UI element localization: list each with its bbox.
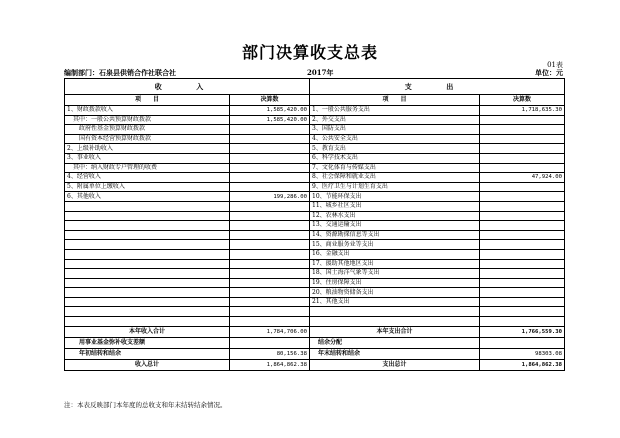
income-amount-cell: [230, 163, 310, 173]
income-amount-cell: [230, 249, 310, 259]
end-balance-value: 98303.08: [480, 348, 565, 359]
table-row: [65, 269, 565, 279]
currency-unit: 单位：元: [535, 68, 563, 77]
income-amount-cell: [230, 173, 310, 183]
expense-total-label: 本年支出合计: [310, 326, 480, 337]
table-row: [65, 134, 565, 144]
income-amount-cell: [230, 317, 310, 327]
table-row: [65, 297, 565, 307]
income-amount-cell: [230, 125, 310, 135]
fund-row: [65, 337, 565, 348]
income-item-cell: 其中：一般公共预算财政拨款: [65, 115, 230, 125]
expense-item-cell: 9、医疗卫生与计划生育支出: [310, 182, 480, 192]
expense-amount-cell: [480, 192, 565, 202]
expense-amount-cell: [480, 144, 565, 154]
table-row: [65, 106, 565, 116]
income-amount-cell: [230, 240, 310, 250]
expense-item-cell: 21、其他支出: [310, 297, 480, 307]
income-amount-cell: [230, 221, 310, 231]
table-row: [65, 144, 565, 154]
table-row: [65, 153, 565, 163]
expense-item-cell: 20、粮油物资储备支出: [310, 288, 480, 298]
income-amount-cell: [230, 153, 310, 163]
income-item-cell: 2、上级补助收入: [65, 144, 230, 154]
grand-income-label: 收入总计: [65, 359, 230, 370]
table-code: 01表: [547, 61, 563, 69]
expense-amount-cell: 1,718,635.30: [480, 106, 565, 116]
income-section-label: 收 入: [65, 79, 310, 95]
expense-item-cell: 13、交通运输支出: [310, 221, 480, 231]
expense-amount-cell: [480, 288, 565, 298]
income-item-cell: 其中：纳入财政专户管理的收费: [65, 163, 230, 173]
expense-amount-cell: [480, 153, 565, 163]
expense-item-cell: 16、金融支出: [310, 249, 480, 259]
expense-amount-cell: [480, 240, 565, 250]
expense-amount-cell: [480, 317, 565, 327]
expense-amount-cell: [480, 278, 565, 288]
income-item-cell: 国有资本经营预算财政拨款: [65, 134, 230, 144]
expense-item-cell: 1、一般公共服务支出: [310, 106, 480, 116]
expense-amount-cell: [480, 163, 565, 173]
begin-balance-label: 年初结转和结余: [65, 348, 230, 359]
expense-item-cell: 18、国土海洋气象等支出: [310, 269, 480, 279]
expense-amount-cell: [480, 134, 565, 144]
expense-item-cell: 5、教育支出: [310, 144, 480, 154]
income-amount-cell: 1,585,420.00: [230, 115, 310, 125]
expense-amount-cell: [480, 269, 565, 279]
income-item-cell: [65, 240, 230, 250]
expense-item-cell: [310, 317, 480, 327]
expense-amount-cell: [480, 201, 565, 211]
expense-item-cell: 8、社会保障和就业支出: [310, 173, 480, 183]
income-amount-cell: [230, 211, 310, 221]
income-item-cell: 3、事业收入: [65, 153, 230, 163]
income-item-cell: [65, 249, 230, 259]
table-row: [65, 240, 565, 250]
table-row: [65, 125, 565, 135]
table-row: [65, 288, 565, 298]
table-row: [65, 249, 565, 259]
table-row: [65, 230, 565, 240]
expense-item-header: 项 目: [310, 95, 480, 106]
income-item-cell: [65, 297, 230, 307]
expense-amount-cell: [480, 221, 565, 231]
expense-amount-cell: [480, 297, 565, 307]
income-item-cell: [65, 211, 230, 221]
table-row: [65, 173, 565, 183]
income-amount-cell: [230, 182, 310, 192]
table-row: [65, 259, 565, 269]
expense-amount-cell: [480, 249, 565, 259]
expense-amount-cell: [480, 307, 565, 317]
income-item-cell: 1、财政拨款收入: [65, 106, 230, 116]
expense-amount-header: 决算数: [480, 95, 565, 106]
table-row: [65, 115, 565, 125]
expense-amount-cell: [480, 259, 565, 269]
expense-item-cell: 4、公共安全支出: [310, 134, 480, 144]
income-total-label: 本年收入合计: [65, 326, 230, 337]
income-item-cell: [65, 259, 230, 269]
expense-amount-cell: [480, 211, 565, 221]
column-header-row: [65, 95, 565, 106]
table-row: [65, 278, 565, 288]
income-amount-cell: [230, 134, 310, 144]
expense-item-cell: 10、节能环保支出: [310, 192, 480, 202]
grand-income-value: 1,864,862.38: [230, 359, 310, 370]
income-amount-cell: [230, 278, 310, 288]
table-row: [65, 163, 565, 173]
income-item-cell: [65, 230, 230, 240]
expense-item-cell: 6、科学技术支出: [310, 153, 480, 163]
income-item-cell: [65, 278, 230, 288]
meta-row: [64, 68, 563, 78]
income-item-cell: [65, 201, 230, 211]
section-header-row: [65, 79, 565, 95]
page-title: 部门决算收支总表: [241, 43, 378, 62]
income-item-cell: 5、附属单位上缴收入: [65, 182, 230, 192]
income-amount-cell: [230, 307, 310, 317]
fund-label: 用事业基金弥补收支差额: [65, 337, 230, 348]
fund-value: [230, 337, 310, 348]
income-item-cell: 政府性基金预算财政拨款: [65, 125, 230, 135]
distribution-label: 结余分配: [310, 337, 480, 348]
fiscal-year: 2017年: [307, 68, 334, 77]
expense-item-cell: 3、国防支出: [310, 125, 480, 135]
expense-item-cell: 11、城乡社区支出: [310, 201, 480, 211]
expense-amount-cell: 47,924.00: [480, 173, 565, 183]
income-item-cell: 4、经营收入: [65, 173, 230, 183]
income-amount-cell: [230, 259, 310, 269]
income-item-cell: [65, 307, 230, 317]
income-item-cell: [65, 221, 230, 231]
carryover-row: [65, 348, 565, 359]
table-row: [65, 317, 565, 327]
income-item-cell: [65, 288, 230, 298]
table-row: [65, 221, 565, 231]
income-amount-cell: [230, 297, 310, 307]
grand-expense-value: 1,864,862.38: [480, 359, 565, 370]
expense-item-cell: 19、住房保障支出: [310, 278, 480, 288]
expense-section-label: 支 出: [310, 79, 565, 95]
budget-table: [64, 78, 565, 371]
income-amount-cell: [230, 288, 310, 298]
table-row: [65, 201, 565, 211]
expense-item-cell: 12、农林水支出: [310, 211, 480, 221]
table-row: [65, 307, 565, 317]
expense-total-value: 1,766,559.30: [480, 326, 565, 337]
expense-item-cell: [310, 307, 480, 317]
end-balance-label: 年末结转和结余: [310, 348, 480, 359]
expense-amount-cell: [480, 230, 565, 240]
expense-amount-cell: [480, 115, 565, 125]
income-item-cell: 6、其他收入: [65, 192, 230, 202]
grand-total-row: [65, 359, 565, 370]
income-amount-cell: [230, 230, 310, 240]
expense-amount-cell: [480, 125, 565, 135]
begin-balance-value: 80,156.38: [230, 348, 310, 359]
expense-amount-cell: [480, 182, 565, 192]
expense-item-cell: 14、资源勘探信息等支出: [310, 230, 480, 240]
income-amount-cell: 199,286.00: [230, 192, 310, 202]
income-item-cell: [65, 269, 230, 279]
income-amount-header: 决算数: [230, 95, 310, 106]
table-row: [65, 192, 565, 202]
org-name: 编制部门：石泉县供销合作社联合社: [64, 68, 176, 77]
expense-item-cell: 7、文化体育与传媒支出: [310, 163, 480, 173]
year-total-row: [65, 326, 565, 337]
distribution-value: [480, 337, 565, 348]
expense-item-cell: 2、外交支出: [310, 115, 480, 125]
income-item-cell: [65, 317, 230, 327]
income-amount-cell: 1,585,420.00: [230, 106, 310, 116]
grand-expense-label: 支出总计: [310, 359, 480, 370]
footnote: 注：本表反映部门本年度的总收支和年末结转结余情况。: [64, 401, 227, 409]
income-total-value: 1,784,706.00: [230, 326, 310, 337]
expense-item-cell: 15、商业服务业等支出: [310, 240, 480, 250]
income-amount-cell: [230, 269, 310, 279]
expense-item-cell: 17、援助其他地区支出: [310, 259, 480, 269]
income-item-header: 项 目: [65, 95, 230, 106]
table-row: [65, 211, 565, 221]
income-amount-cell: [230, 201, 310, 211]
income-amount-cell: [230, 144, 310, 154]
table-row: [65, 182, 565, 192]
